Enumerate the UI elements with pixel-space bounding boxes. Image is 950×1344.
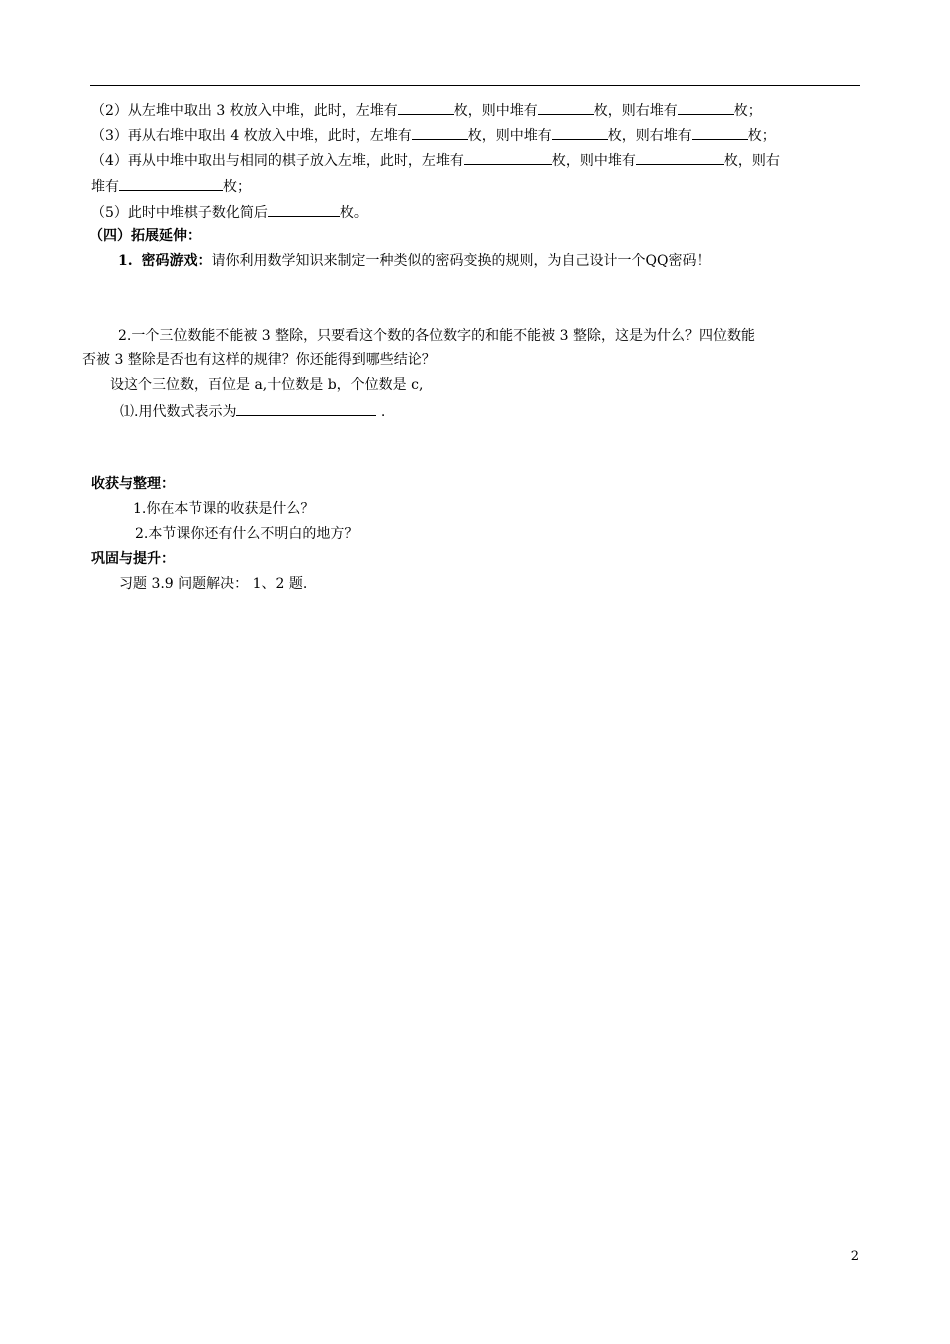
answer-blank[interactable] bbox=[552, 124, 608, 140]
answer-blank[interactable] bbox=[678, 99, 734, 115]
period: . bbox=[380, 404, 386, 420]
answer-blank[interactable] bbox=[692, 124, 748, 140]
harvest-q2: 2.本节课你还有什么不明白的地方？ bbox=[135, 526, 359, 542]
q4-text-e: 枚； bbox=[223, 179, 251, 195]
q4-text-b: 枚，则中堆有 bbox=[551, 153, 636, 169]
answer-blank[interactable] bbox=[398, 99, 454, 115]
q5-text-b: 枚。 bbox=[339, 205, 368, 221]
question-3 bbox=[91, 124, 776, 146]
q5-text-a: （5）此时中堆棋子数化简后 bbox=[91, 205, 268, 221]
harvest-heading: 收获与整理： bbox=[91, 476, 175, 492]
answer-blank[interactable] bbox=[268, 201, 340, 217]
password-game-item bbox=[118, 251, 710, 271]
q2-text-b: 枚，则中堆有 bbox=[453, 103, 538, 119]
question-5 bbox=[91, 201, 368, 223]
item2-line2: 否被 3 整除是否也有这样的规律？你还能得到哪些结论？ bbox=[82, 352, 436, 368]
expression-label: ⑴.用代数式表示为 bbox=[120, 404, 237, 420]
question-4-cont bbox=[91, 175, 251, 197]
q4-text-c: 枚，则右 bbox=[723, 153, 780, 169]
header-rule bbox=[90, 85, 860, 86]
q3-text-a: （3）再从右堆中取出 4 枚放入中堆，此时，左堆有 bbox=[91, 128, 412, 144]
page-number: 2 bbox=[850, 1249, 859, 1264]
item-number: 1. bbox=[118, 253, 133, 269]
answer-blank[interactable] bbox=[412, 124, 468, 140]
item-label: 密码游戏： bbox=[141, 253, 212, 269]
item2-line3: 设这个三位数，百位是 a,十位数是 b，个位数是 c, bbox=[110, 377, 424, 393]
q2-text-c: 枚，则右堆有 bbox=[593, 103, 678, 119]
q4-text-d: 堆有 bbox=[91, 179, 119, 195]
answer-blank[interactable] bbox=[464, 149, 552, 165]
answer-blank[interactable] bbox=[236, 400, 376, 416]
consolidate-heading: 巩固与提升： bbox=[91, 551, 175, 567]
question-4 bbox=[91, 149, 780, 171]
answer-blank[interactable] bbox=[538, 99, 594, 115]
item-text: 请你利用数学知识来制定一种类似的密码变换的规则，为自己设计一个QQ密码！ bbox=[211, 253, 711, 269]
q3-text-d: 枚； bbox=[747, 128, 776, 144]
answer-blank[interactable] bbox=[119, 175, 223, 191]
q4-text-a: （4）再从中堆中取出与相同的棋子放入左堆，此时，左堆有 bbox=[91, 153, 464, 169]
q3-text-b: 枚，则中堆有 bbox=[467, 128, 552, 144]
item2-line4 bbox=[120, 400, 385, 422]
q3-text-c: 枚，则右堆有 bbox=[607, 128, 692, 144]
harvest-q1: 1.你在本节课的收获是什么？ bbox=[133, 501, 315, 517]
consolidate-text: 习题 3.9 问题解决： 1、2 题. bbox=[119, 576, 308, 592]
q2-text-a: （2）从左堆中取出 3 枚放入中堆，此时，左堆有 bbox=[91, 103, 398, 119]
q2-text-d: 枚； bbox=[733, 103, 762, 119]
item2-line1: 2.一个三位数能不能被 3 整除，只要看这个数的各位数字的和能不能被 3 整除，这是为什么？四位数能 bbox=[118, 328, 755, 344]
question-2 bbox=[91, 99, 762, 121]
section-heading-extension: （四）拓展延伸： bbox=[89, 228, 201, 244]
answer-blank[interactable] bbox=[636, 149, 724, 165]
